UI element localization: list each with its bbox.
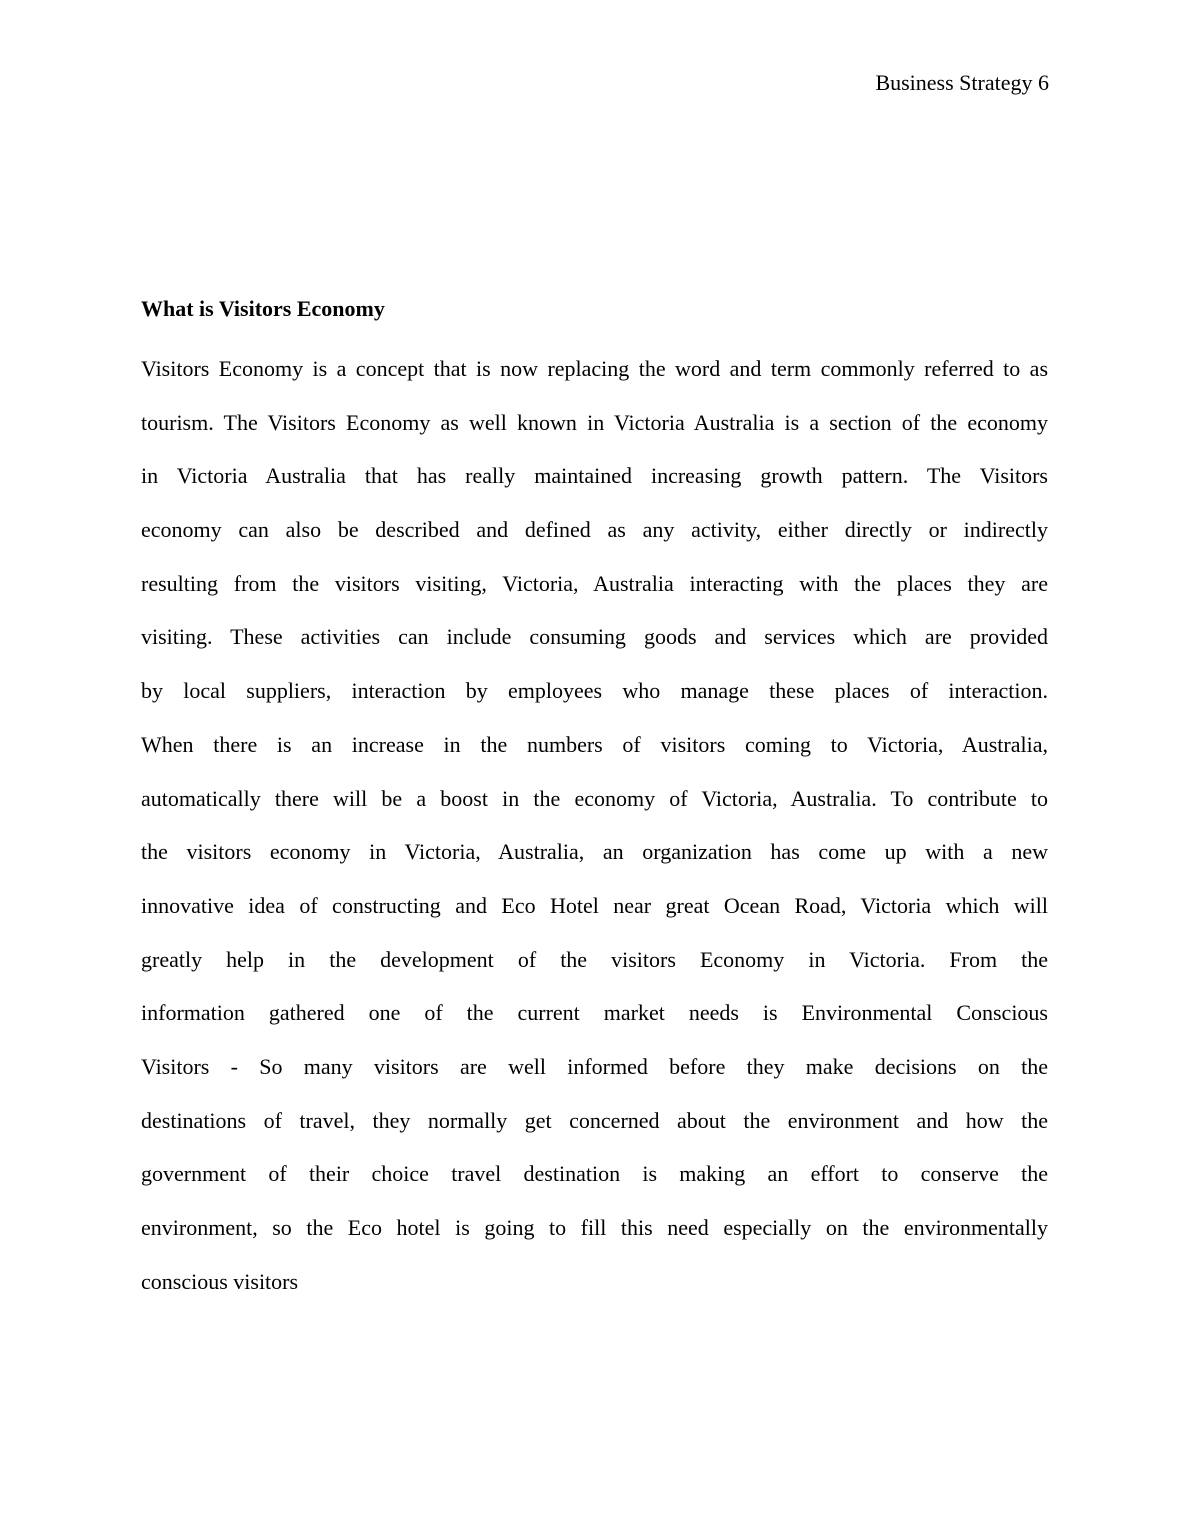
- section-heading: What is Visitors Economy: [141, 296, 385, 321]
- paragraph-line: the visitors economy in Victoria, Australia, an organization has come up with a new: [141, 839, 1048, 865]
- paragraph-line: Visitors - So many visitors are well informed before they make decisions on the: [141, 1053, 1048, 1079]
- paragraph-line: environment, so the Eco hotel is going to fill this need especially on the environmentally: [141, 1215, 1048, 1240]
- paragraph-line: resulting from the visitors visiting, Victoria, Australia interacting with the places they are: [141, 570, 1048, 596]
- paragraph-line: information gathered one of the current market needs is Environmental Conscious: [141, 1000, 1048, 1026]
- paragraph-line: by local suppliers, interaction by employees who manage these places of interaction.: [141, 678, 1048, 704]
- paragraph-line: destinations of travel, they normally get concerned about the environment and how the: [141, 1107, 1048, 1133]
- paragraph-line: economy can also be described and defined as any activity, either directly or indirectly: [141, 517, 1048, 543]
- paragraph-line: When there is an increase in the numbers of visitors coming to Victoria, Australia,: [141, 731, 1048, 757]
- paragraph-line: government of their choice travel destination is making an effort to conserve the: [141, 1161, 1048, 1187]
- running-header: Business Strategy 6: [875, 70, 1049, 95]
- paragraph-line: visiting. These activities can include consuming goods and services which are provided: [141, 624, 1048, 650]
- paragraph-line: conscious visitors: [141, 1268, 299, 1294]
- paragraph-line: innovative idea of constructing and Eco Hotel near great Ocean Road, Victoria which will: [141, 892, 1048, 918]
- paragraph-line: Visitors Economy is a concept that is now replacing the word and term commonly referred to as: [141, 356, 1048, 381]
- paragraph-line: automatically there will be a boost in the economy of Victoria, Australia. To contribute to: [141, 785, 1048, 811]
- body-paragraph: [141, 342, 1048, 1308]
- paragraph-line: tourism. The Visitors Economy as well known in Victoria Australia is a section of the economy: [141, 409, 1048, 435]
- paragraph-line: greatly help in the development of the visitors Economy in Victoria. From the: [141, 946, 1048, 972]
- paragraph-line: in Victoria Australia that has really maintained increasing growth pattern. The Visitors: [141, 463, 1048, 489]
